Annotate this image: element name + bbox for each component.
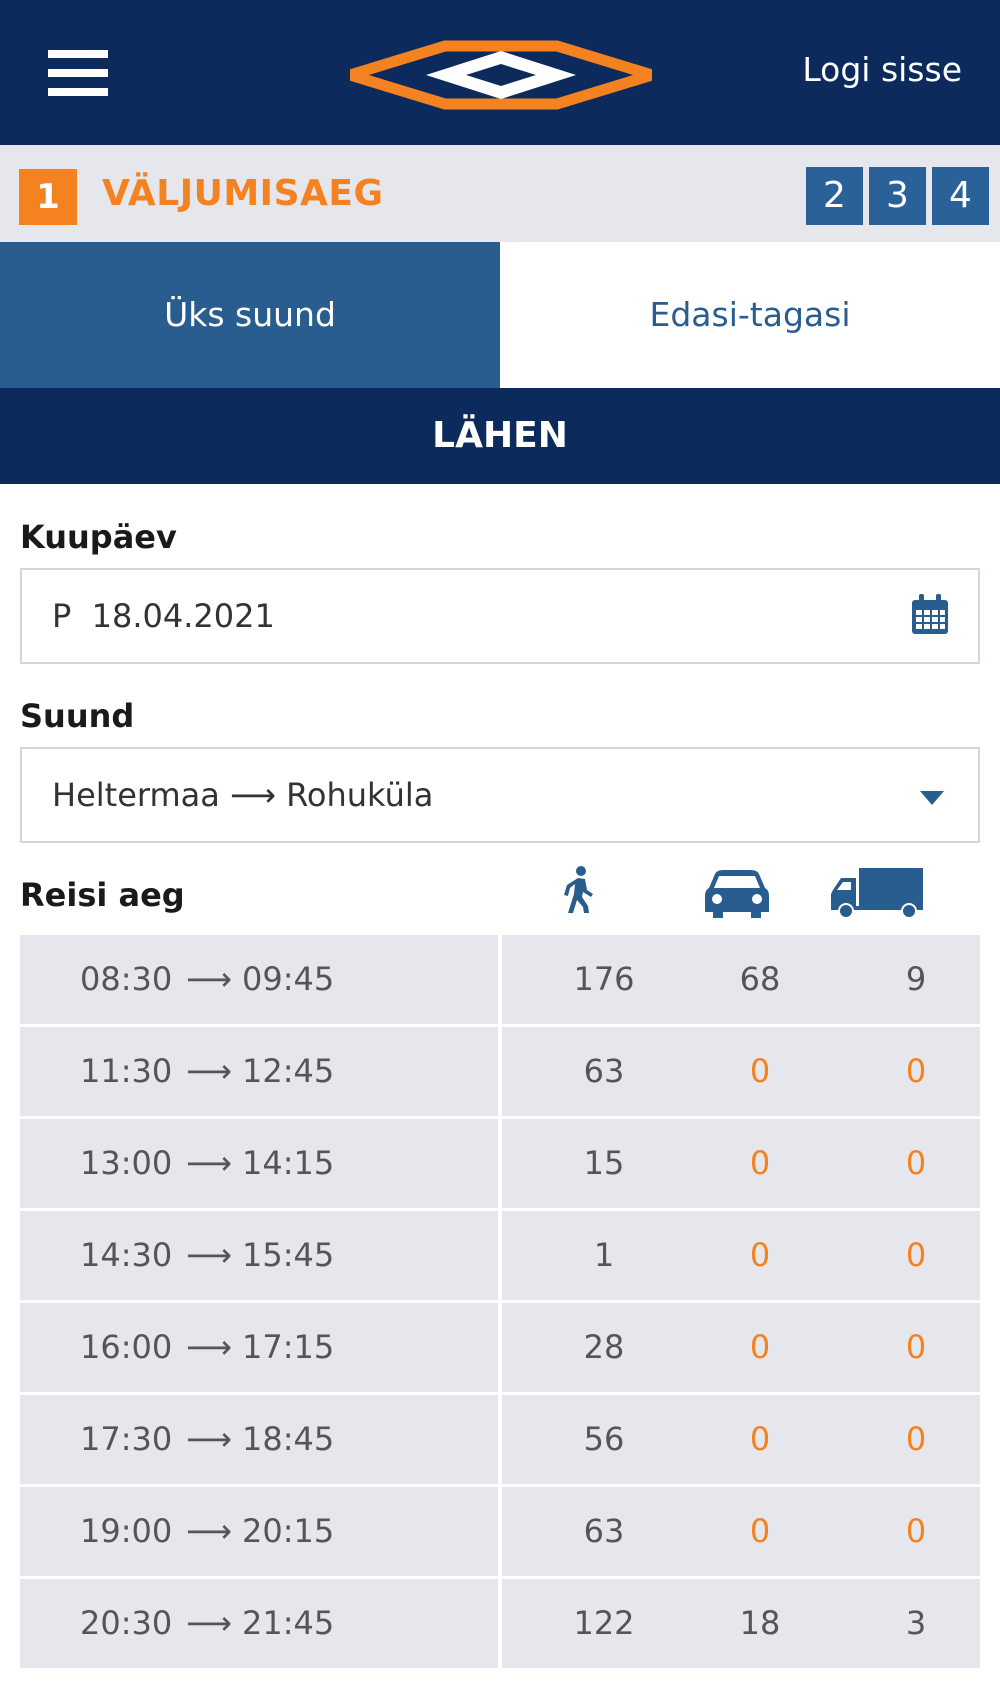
departure-time: 16:00 — [80, 1328, 173, 1366]
direction-label: Suund — [20, 697, 135, 735]
truck-count: 0 — [905, 1420, 927, 1458]
car-count: 0 — [749, 1236, 771, 1274]
arrival-time: 14:15 — [242, 1144, 335, 1182]
car-count: 0 — [749, 1144, 771, 1182]
time-cell — [20, 1487, 498, 1576]
time-cell — [20, 1027, 498, 1116]
schedule-row[interactable] — [20, 1487, 980, 1576]
tab-round-trip[interactable]: Edasi-tagasi — [500, 242, 1000, 388]
direction-value: Heltermaa ⟶ Rohuküla — [52, 776, 434, 814]
arrow-glyph: ⟶ — [186, 1144, 232, 1182]
availability-cell — [502, 1579, 980, 1668]
truck-count: 0 — [905, 1052, 927, 1090]
arrow-glyph: ⟶ — [186, 960, 232, 998]
arrow-glyph: ⟶ — [186, 1512, 232, 1550]
section-title: LÄHEN — [0, 388, 1000, 484]
arrival-time: 21:45 — [242, 1604, 335, 1642]
step-current-title: VÄLJUMISAEG — [102, 173, 384, 214]
car-count: 0 — [749, 1512, 771, 1550]
time-cell — [20, 1579, 498, 1668]
schedule-row[interactable] — [20, 1119, 980, 1208]
schedule-table — [20, 935, 980, 1671]
departure-time: 11:30 — [80, 1052, 173, 1090]
truck-count: 0 — [905, 1328, 927, 1366]
car-count: 18 — [739, 1604, 781, 1642]
step-4-button[interactable]: 4 — [932, 167, 989, 225]
availability-cell — [502, 935, 980, 1024]
car-count: 0 — [749, 1420, 771, 1458]
passenger-count: 63 — [583, 1052, 625, 1090]
arrow-glyph: ⟶ — [186, 1052, 232, 1090]
truck-count: 0 — [905, 1512, 927, 1550]
car-count: 0 — [749, 1328, 771, 1366]
truck-count: 9 — [905, 960, 927, 998]
pedestrian-icon — [563, 866, 595, 914]
truck-count: 3 — [905, 1604, 927, 1642]
date-label: Kuupäev — [20, 518, 177, 556]
availability-cell — [502, 1027, 980, 1116]
diamond-logo[interactable] — [350, 40, 652, 110]
schedule-row[interactable] — [20, 1579, 980, 1668]
departure-time: 13:00 — [80, 1144, 173, 1182]
time-cell — [20, 1119, 498, 1208]
date-value: P 18.04.2021 — [52, 597, 275, 635]
departure-time: 17:30 — [80, 1420, 173, 1458]
calendar-icon[interactable] — [910, 594, 950, 636]
departure-time: 08:30 — [80, 960, 173, 998]
app-header — [0, 0, 1000, 145]
arrival-time: 20:15 — [242, 1512, 335, 1550]
truck-count: 0 — [905, 1144, 927, 1182]
departure-time: 20:30 — [80, 1604, 173, 1642]
arrival-time: 18:45 — [242, 1420, 335, 1458]
tab-one-way[interactable]: Üks suund — [0, 242, 500, 388]
step-progress-bar — [0, 145, 1000, 242]
passenger-count: 56 — [583, 1420, 625, 1458]
truck-count: 0 — [905, 1236, 927, 1274]
direction-select[interactable] — [20, 747, 980, 843]
step-3-button[interactable]: 3 — [869, 167, 926, 225]
passenger-count: 1 — [593, 1236, 615, 1274]
passenger-count: 28 — [583, 1328, 625, 1366]
availability-cell — [502, 1303, 980, 1392]
schedule-row[interactable] — [20, 1027, 980, 1116]
availability-cell — [502, 1487, 980, 1576]
arrow-glyph: ⟶ — [186, 1604, 232, 1642]
arrow-glyph: ⟶ — [186, 1328, 232, 1366]
arrival-time: 15:45 — [242, 1236, 335, 1274]
date-field[interactable] — [20, 568, 980, 664]
departure-time: 14:30 — [80, 1236, 173, 1274]
availability-cell — [502, 1395, 980, 1484]
time-cell — [20, 1211, 498, 1300]
dropdown-arrow-icon[interactable] — [920, 791, 944, 805]
truck-icon — [831, 868, 923, 918]
time-cell — [20, 1395, 498, 1484]
time-cell — [20, 935, 498, 1024]
passenger-count: 15 — [583, 1144, 625, 1182]
schedule-row[interactable] — [20, 1211, 980, 1300]
arrow-glyph: ⟶ — [186, 1420, 232, 1458]
departure-time: 19:00 — [80, 1512, 173, 1550]
schedule-row[interactable] — [20, 1303, 980, 1392]
schedule-header-label: Reisi aeg — [20, 876, 185, 914]
step-current-number: 1 — [19, 169, 77, 225]
car-count: 0 — [749, 1052, 771, 1090]
schedule-row[interactable] — [20, 1395, 980, 1484]
schedule-row[interactable] — [20, 935, 980, 1024]
car-icon — [705, 870, 769, 918]
step-2-button[interactable]: 2 — [806, 167, 863, 225]
hamburger-menu-icon[interactable] — [48, 50, 108, 96]
arrival-time: 09:45 — [242, 960, 335, 998]
arrow-glyph: ⟶ — [186, 1236, 232, 1274]
arrival-time: 17:15 — [242, 1328, 335, 1366]
time-cell — [20, 1303, 498, 1392]
availability-cell — [502, 1119, 980, 1208]
availability-cell — [502, 1211, 980, 1300]
car-count: 68 — [739, 960, 781, 998]
passenger-count: 63 — [583, 1512, 625, 1550]
passenger-count: 122 — [573, 1604, 635, 1642]
login-link[interactable]: Logi sisse — [802, 50, 962, 89]
arrival-time: 12:45 — [242, 1052, 335, 1090]
passenger-count: 176 — [573, 960, 635, 998]
